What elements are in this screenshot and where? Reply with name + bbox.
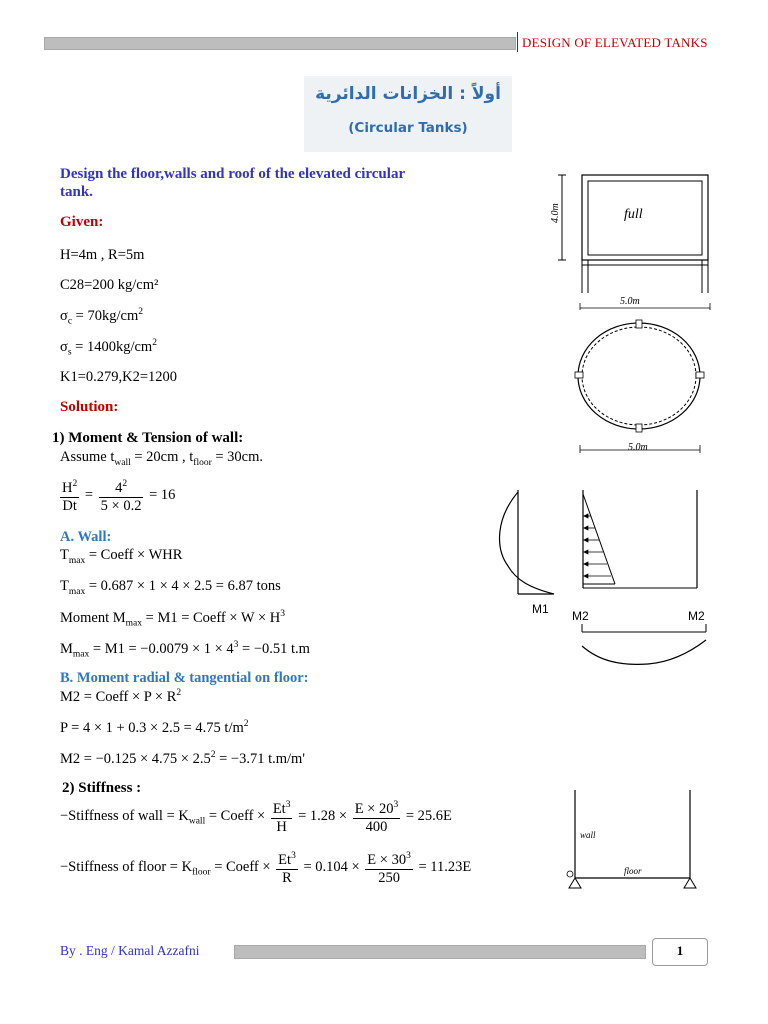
height-label: 4.0m [550,203,561,223]
assume-line: Assume $t_{wall} = 20cm$ , $t_{floor} = 30cm$. [60,449,264,468]
given-sigma-c: $\sigma_c = 70kg/cm^2$ [60,307,143,327]
m2-right-label: M2 [688,609,705,623]
floor-heading: B. Moment radial & tangential on floor: [60,670,309,686]
solution-heading: Solution: [60,399,119,415]
given-sigma-s: $\sigma_s = 1400kg/cm^2$ [60,338,157,358]
tank-inner [588,181,702,255]
given-h-r: H=4m , R=5m [60,247,145,263]
wall-label: wall [580,830,596,840]
intro-line-2: tank. [60,184,93,200]
header-divider [517,32,518,52]
frame-figure [560,788,705,898]
m2-left-label: M2 [572,609,589,623]
floor-moment-diagram [578,624,710,674]
header-bar [44,37,516,50]
intro-line-1: Design the floor,walls and roof of the elevated circular [60,166,406,182]
wall-heading: A. Wall: [60,529,112,545]
given-heading: Given: [60,214,104,230]
pressure-diagram [575,488,710,603]
tank-width-label: 5.0m [620,296,640,307]
tank-elevation-figure [540,165,720,310]
plan-width-label: 5.0m [628,442,648,453]
given-k: K1=0.279,K2=1200 [60,369,178,385]
tank-plan-figure [570,310,710,458]
ratio-equation: $\frac{H^2}{Dt}$ = $\frac{4^2}{5 \times 0.2}$ = 16 [58,476,175,515]
tank-fill-label: full [624,207,643,222]
m2-value: $M2 = -0.125 \times 4.75 \times 2.5^2 = -3.71$ t.m/m' [60,750,305,767]
step-2-heading: 2) Stiffness : [62,780,142,796]
stiffness-wall: −Stiffness of wall = $K_{wall}$ = Coeff × $\frac{Et^3}{H}$ = 1.28 × $\frac{E \times 20^3}{400}$ = 25.6E [60,797,452,836]
step-1-heading: 1) Moment & Tension of wall: [52,430,244,446]
plan-outer-ring [578,323,700,429]
pressure-arrows [584,514,611,578]
page-number: 1 [676,943,684,958]
header-title: DESIGN OF ELEVATED TANKS [522,35,708,50]
footer-bar [234,945,646,959]
tank-outer [582,175,708,260]
title-english: (Circular Tanks) [348,120,468,136]
plan-inner-ring [582,327,696,425]
m2-formula: M2 = Coeff × $P \times R^2$ [60,688,182,705]
floor-label: floor [624,866,642,876]
wall-moment-diagram [490,488,560,598]
p-value: P = 4 × 1 + 0.3 × 2.5 = 4.75 $t/m^2$ [60,719,249,736]
footer-author: By . Eng / Kamal Azzafni [60,943,200,958]
mmax-value: $M_{max} = M1 = -0.0079 \times 1 \times 4^3 = -0.51$ t.m [60,640,310,660]
m1-label: M1 [532,602,549,616]
title-arabic: أولاً : الخزانات الدائرية [315,84,501,104]
given-c28: C28=200 kg/cm² [60,277,159,293]
tmax-formula: $T_{max}$ = Coeff × WHR [60,547,183,566]
tmax-value: $T_{max} = 0.687 \times 1 \times 4 \times 2.5 = 6.87$ tons [60,578,281,597]
moment-formula: Moment $M_{max} = M1$ = Coeff × $W \times H^3$ [60,609,286,629]
stiffness-floor: −Stiffness of floor = $K_{floor}$ = Coeff × $\frac{Et^3}{R}$ = 0.104 × $\frac{E \times 30^3}{250}$ = 11.23E [60,848,471,887]
